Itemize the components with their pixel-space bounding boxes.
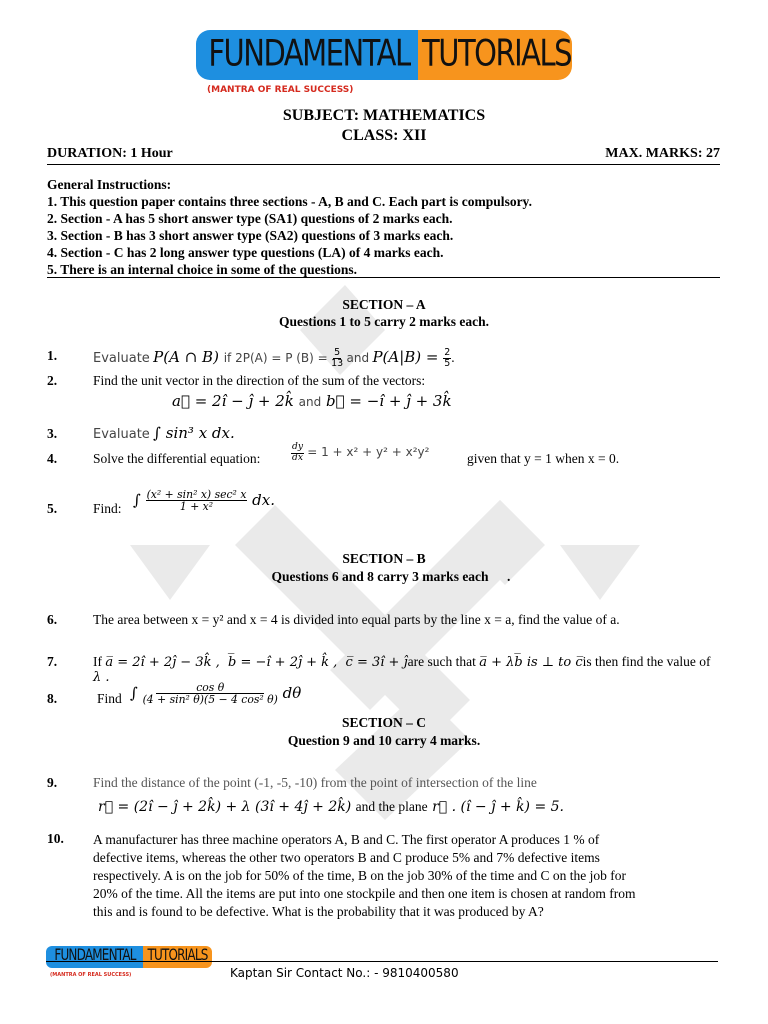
header-divider [47, 164, 720, 165]
q2-and: and [298, 395, 322, 409]
q7-if: If [93, 654, 102, 669]
question-8-text: Find [97, 691, 122, 706]
instructions-divider [47, 277, 720, 278]
q7-end: is then find the value of [582, 654, 711, 669]
question-number: 5. [47, 501, 58, 516]
footer-divider [46, 961, 718, 962]
q1-and: and [346, 351, 370, 365]
logo-left-text: FUNDAMENTAL [208, 31, 410, 75]
question-9-equations: r⃗ = (2î − ĵ + 2k̂) + λ (3î + 4ĵ + 2k̂) and the plane r⃗ . (î − ĵ + k̂) = 5. [98, 799, 564, 815]
q1-condition: if 2P(A) = P (B) = [223, 351, 328, 365]
q10-line: defective items, whereas the other two operators B and C produce 5% and 7% defective items [93, 850, 600, 865]
instruction-item: 1. This question paper contains three sections - A, B and C. Each part is compulsory. [47, 194, 532, 209]
instructions-block [47, 176, 532, 278]
q3-evaluate: Evaluate [93, 427, 150, 442]
question-8-integral: ∫ $\frac{\text{cos θ}}{\text{(4 + sin² θ)(5 − 4 cos² θ)}}$ dθ [130, 681, 302, 707]
section-c-subtitle: Question 9 and 10 carry 4 marks. [287, 733, 481, 748]
q10-line: 20% of the time. All the items are put into one stockpile and then one item is chosen at random from [93, 886, 636, 901]
section-b-title: SECTION – B [342, 551, 426, 566]
max-marks: MAX. MARKS: 27 [605, 146, 720, 161]
question-2-vectors: a⃗ = 2î − ĵ + 2k̂ and b⃗ = −î + ĵ + 3k̂ [172, 392, 452, 410]
class-title: CLASS: XII [341, 127, 427, 144]
question-4-condition: given that y = 1 when x = 0. [467, 451, 620, 466]
q10-line: A manufacturer has three machine operators A, B and C. The first operator A produces 1 % of [93, 832, 600, 847]
footer-logo-tagline: (MANTRA OF REAL SUCCESS) [50, 972, 132, 978]
question-5-text: Find: [93, 501, 122, 516]
q10-line: respectively. A is on the job for 50% of the time, B on the job 30% of the time and C on the job for [93, 868, 627, 883]
footer-contact: Kaptan Sir Contact No.: - 9810400580 [230, 966, 459, 980]
section-b-period: . [507, 569, 511, 584]
question-number: 2. [47, 373, 58, 388]
instruction-item: 2. Section - A has 5 short answer type (SA1) questions of 2 marks each. [47, 211, 453, 226]
footer-logo [46, 946, 212, 970]
question-7: If a̅ = 2î + 2ĵ − 3k̂ , b̅ = −î + 2ĵ + k̂ , c̅ = 3î + ĵare such that a̅ + λb̅ is ⊥ to c̅is then find the value of [93, 654, 711, 670]
question-4-equation: $\frac{dy}{dx}$ = 1 + x² + y² + x²y² [292, 442, 430, 463]
logo-right-text: TUTORIALS [422, 31, 572, 75]
footer-logo-left-text: FUNDAMENTAL [54, 945, 136, 965]
q4-rhs: = 1 + x² + y² + x²y² [307, 445, 430, 460]
instructions-heading: General Instructions: [47, 177, 172, 192]
q10-line: this and is found to be defective. What is the probability that it was produced by A? [93, 904, 544, 919]
section-c-title: SECTION – C [341, 715, 427, 730]
question-number: 9. [47, 775, 58, 790]
question-number: 10. [47, 831, 64, 846]
question-number: 7. [47, 654, 58, 669]
question-5-integral: ∫ $\frac{\text{(x² + sin² x) sec² x}}{\text{1 + x²}}$ dx. [133, 488, 276, 514]
q7-mid: are such that [407, 654, 476, 669]
question-10-text [93, 831, 636, 921]
question-number: 6. [47, 612, 58, 627]
question-1: Evaluate P(A ∩ B) if 2P(A) = P (B) = $\frac{5}{13}$ and P(A|B) = $\frac{2}{5}$ . [93, 347, 455, 370]
logo-tagline: (MANTRA OF REAL SUCCESS) [207, 85, 354, 95]
subject-title: SUBJECT: MATHEMATICS [282, 107, 486, 124]
q1-evaluate: Evaluate [93, 351, 150, 366]
question-number: 3. [47, 426, 58, 441]
instruction-item: 4. Section - C has 2 long answer type questions (LA) of 4 marks each. [47, 245, 444, 260]
section-a-subtitle: Questions 1 to 5 carry 2 marks each. [279, 314, 489, 329]
question-2-text: Find the unit vector in the direction of the sum of the vectors: [93, 373, 426, 388]
instruction-item: 5. There is an internal choice in some of the questions. [47, 262, 358, 277]
question-4-text: Solve the differential equation: [93, 451, 261, 466]
q7-lambda: λ . [93, 670, 110, 685]
logo [196, 30, 572, 84]
section-b-subtitle: Questions 6 and 8 carry 3 marks each [271, 569, 489, 584]
duration: DURATION: 1 Hour [47, 146, 173, 161]
section-a-title: SECTION – A [342, 297, 426, 312]
q9-and-plane: and the plane [355, 799, 428, 814]
instruction-item: 3. Section - B has 3 short answer type (SA2) questions of 3 marks each. [47, 228, 454, 243]
question-number: 4. [47, 451, 58, 466]
question-number: 1. [47, 348, 58, 363]
question-3: Evaluate ∫ sin³ x dx. [93, 424, 235, 442]
footer-logo-right-text: TUTORIALS [147, 945, 208, 965]
question-6-text: The area between x = y² and x = 4 is divided into equal parts by the line x = a, find the value of a. [93, 612, 620, 627]
question-9-text: Find the distance of the point (-1, -5, -10) from the point of intersection of the line [93, 775, 537, 790]
question-number: 8. [47, 691, 58, 706]
